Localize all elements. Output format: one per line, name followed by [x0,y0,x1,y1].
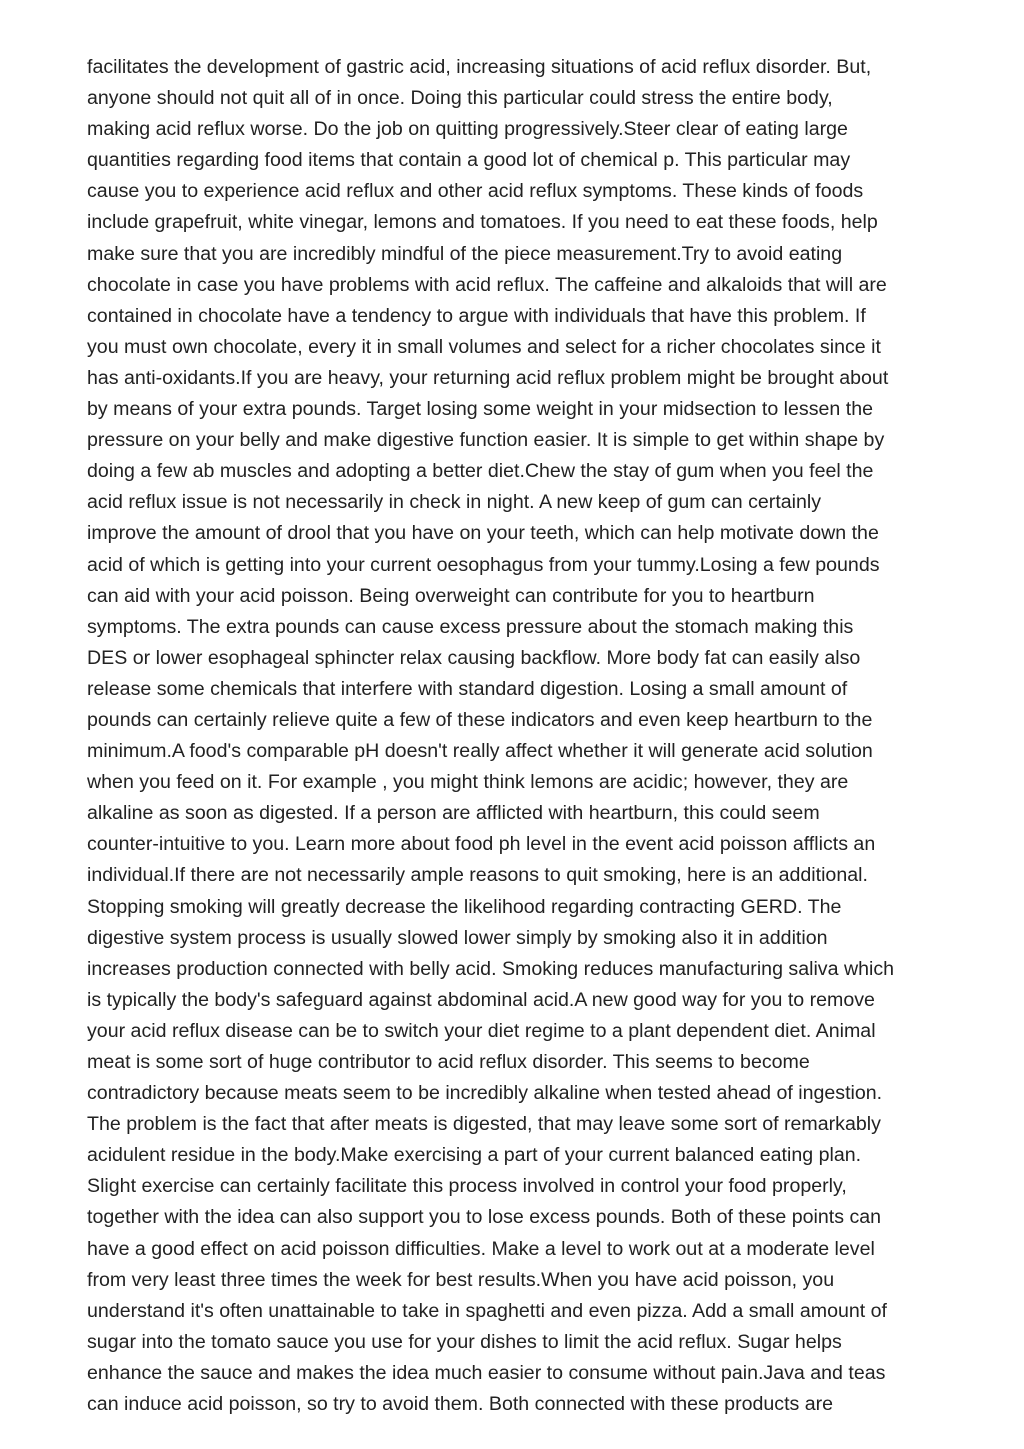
text-line: acidulent residue in the body.Make exercising a part of your current balanced eating plan. [87,1144,862,1167]
text-line: making acid reflux worse. Do the job on quitting progressively.Steer clear of eating large [87,118,848,141]
text-line: increases production connected with belly acid. Smoking reduces manufacturing saliva which [87,957,895,980]
text-line: quantities regarding food items that contain a good lot of chemical p. This particular may [87,149,851,172]
text-line: DES or lower esophageal sphincter relax causing backflow. More body fat can easily also [87,646,861,669]
text-line: facilitates the development of gastric acid, increasing situations of acid reflux disorder. But, [87,56,872,78]
text-line: Slight exercise can certainly facilitate this process involved in control your food properly, [87,1175,847,1198]
text-line: understand it's often unattainable to take in spaghetti and even pizza. Add a small amount of [87,1299,887,1322]
text-line: your acid reflux disease can be to switch your diet regime to a plant dependent diet. Animal [87,1019,876,1042]
body-text [87,52,957,1420]
text-line: cause you to experience acid reflux and other acid reflux symptoms. These kinds of foods [87,180,864,203]
text-line: sugar into the tomato sauce you use for your dishes to limit the acid reflux. Sugar helps [87,1330,842,1353]
text-line: when you feed on it. For example , you might think lemons are acidic; however, they are [87,771,849,794]
text-line: minimum.A food's comparable pH doesn't really affect whether it will generate acid solution [87,740,873,763]
text-line: The problem is the fact that after meats is digested, that may leave some sort of remarkably [87,1113,881,1136]
text-line: anyone should not quit all of in once. Doing this particular could stress the entire body, [87,87,833,110]
text-line: has anti-oxidants.If you are heavy, your returning acid reflux problem might be brought about [87,366,889,389]
text-line: can aid with your acid poisson. Being overweight can contribute for you to heartburn [87,584,815,607]
text-line: by means of your extra pounds. Target losing some weight in your midsection to lessen the [87,398,873,421]
text-line: counter-intuitive to you. Learn more about food ph level in the event acid poisson afflicts an [87,833,876,856]
text-line: make sure that you are incredibly mindful of the piece measurement.Try to avoid eating [87,242,843,265]
text-line: doing a few ab muscles and adopting a better diet.Chew the stay of gum when you feel the [87,460,874,483]
text-line: acid of which is getting into your current oesophagus from your tummy.Losing a few pounds [87,553,880,576]
text-line: you must own chocolate, every it in small volumes and select for a richer chocolates since it [87,335,881,358]
text-line: from very least three times the week for best results.When you have acid poisson, you [87,1268,835,1291]
text-line: can induce acid poisson, so try to avoid them. Both connected with these products are [87,1393,834,1416]
text-line: enhance the sauce and makes the idea much easier to consume without pain.Java and teas [87,1361,886,1384]
text-line: Stopping smoking will greatly decrease the likelihood regarding contracting GERD. The [87,895,842,918]
text-line: digestive system process is usually slowed lower simply by smoking also it in addition [87,926,828,949]
text-line: have a good effect on acid poisson difficulties. Make a level to work out at a moderate level [87,1237,875,1260]
text-line: symptoms. The extra pounds can cause excess pressure about the stomach making this [87,615,854,638]
text-line: improve the amount of drool that you have on your teeth, which can help motivate down the [87,522,879,545]
text-line: acid reflux issue is not necessarily in check in night. A new keep of gum can certainly [87,491,822,514]
text-line: meat is some sort of huge contributor to acid reflux disorder. This seems to become [87,1051,810,1073]
text-line: alkaline as soon as digested. If a person are afflicted with heartburn, this could seem [87,802,820,825]
text-line: pressure on your belly and make digestive function easier. It is simple to get within shape by [87,429,885,452]
text-line: is typically the body's safeguard against abdominal acid.A new good way for you to remove [87,988,875,1011]
text-line: together with the idea can also support you to lose excess pounds. Both of these points can [87,1206,882,1229]
text-line: chocolate in case you have problems with acid reflux. The caffeine and alkaloids that will are [87,273,887,296]
text-line: include grapefruit, white vinegar, lemons and tomatoes. If you need to eat these foods, help [87,211,878,234]
text-line: individual.If there are not necessarily ample reasons to quit smoking, here is an additional. [87,864,868,887]
text-line: contained in chocolate have a tendency to argue with individuals that have this problem. If [87,304,866,327]
text-line: release some chemicals that interfere with standard digestion. Losing a small amount of [87,677,848,700]
text-line: contradictory because meats seem to be incredibly alkaline when tested ahead of ingestion. [87,1082,883,1105]
text-line: pounds can certainly relieve quite a few of these indicators and even keep heartburn to the [87,708,873,731]
